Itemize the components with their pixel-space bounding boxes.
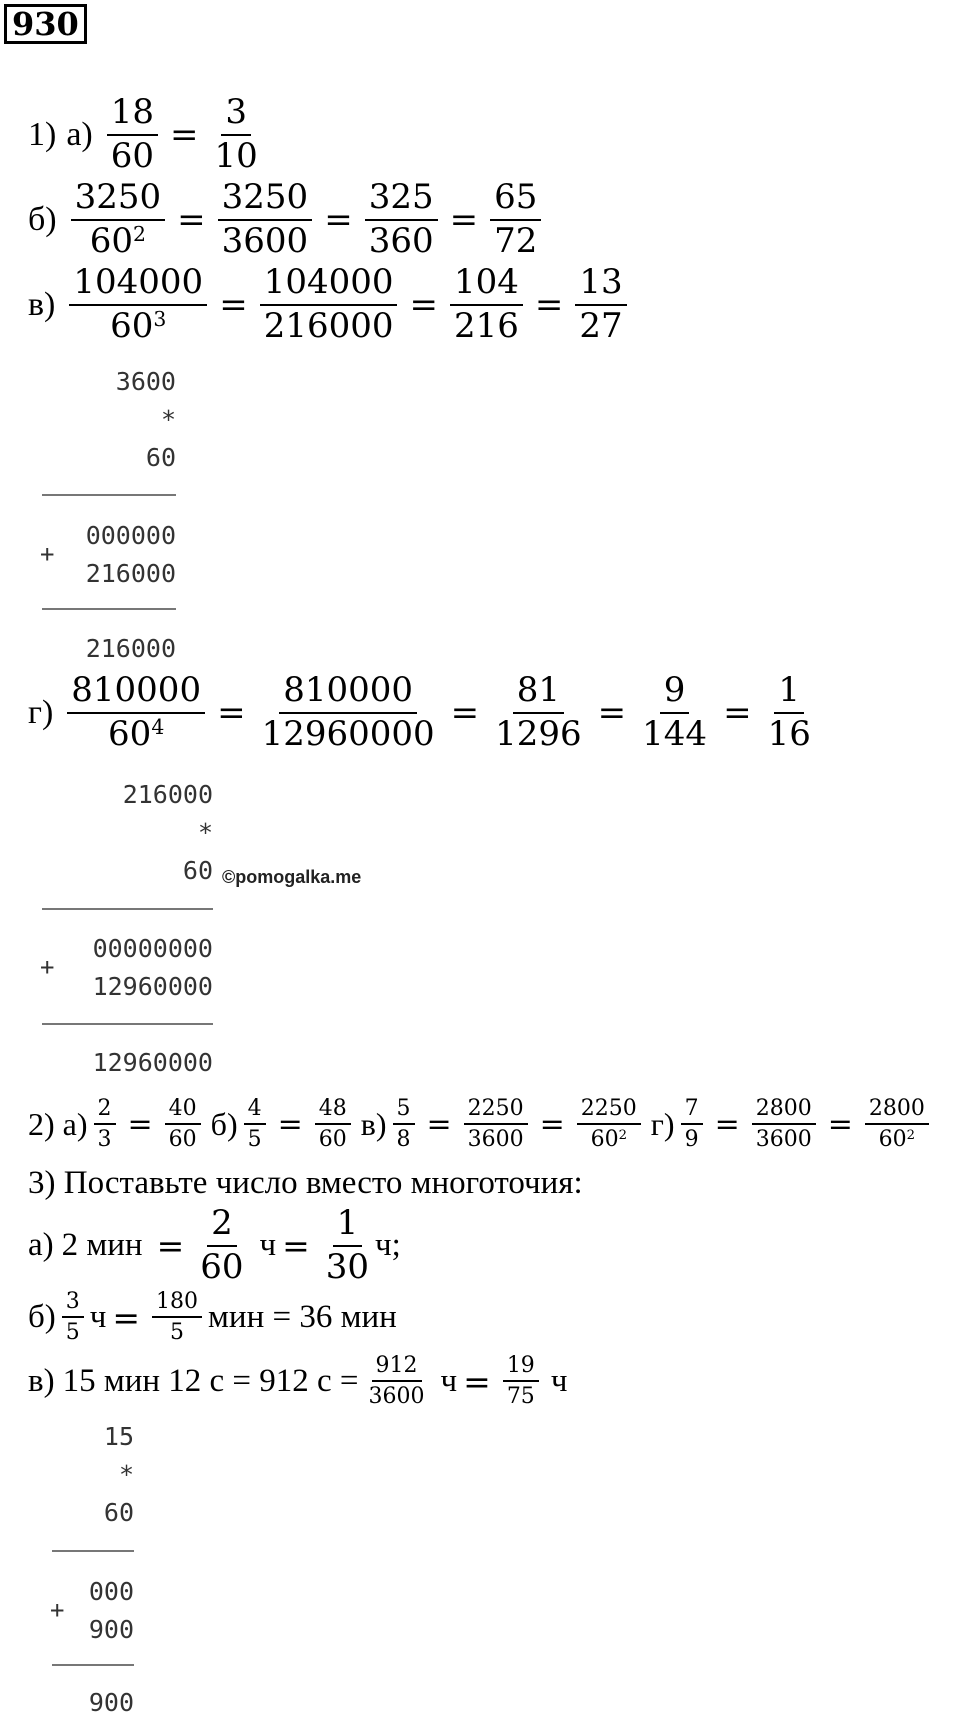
fraction: $\frac{3250}{3600}$ bbox=[218, 180, 313, 259]
part1-b-label: б) bbox=[28, 200, 57, 238]
fraction: $\frac{18}{60}$ bbox=[107, 95, 158, 174]
fraction: $\frac{104000}{216000}$ bbox=[260, 265, 398, 344]
part3-title: 3) Поставьте число вместо многоточия: bbox=[28, 1165, 583, 1201]
column-multiplication-3: 15 * 60 bbox=[103, 1422, 134, 1527]
fraction: $\frac{1}{16}$ bbox=[767, 670, 811, 754]
part2-b-label: б) bbox=[210, 1105, 238, 1142]
partial-products-1: 000000 216000 bbox=[85, 521, 176, 588]
part2-v-label: в) bbox=[360, 1105, 387, 1142]
task-number: 930 bbox=[4, 4, 87, 44]
part1-a-line: 1) а) $\frac{18}{60}$ = $\frac{3}{10}$ bbox=[28, 95, 268, 174]
product-result-3: 900 bbox=[88, 1688, 134, 1717]
fraction: $\frac{13}{27}$ bbox=[575, 265, 626, 344]
part2-label: 2) bbox=[28, 1105, 55, 1142]
part1-a-label: а) bbox=[66, 115, 93, 153]
watermark: ©pomogalka.me bbox=[222, 867, 362, 887]
fraction: $\frac{104}{216}$ bbox=[450, 265, 523, 344]
part3-a-label: а) bbox=[28, 1227, 54, 1264]
divider bbox=[52, 1550, 134, 1552]
part1-g-label: г) bbox=[28, 693, 54, 731]
partial-products-2: 00000000 12960000 bbox=[92, 934, 213, 1001]
part1-v-line: в) $\frac{104000}{60^3}$ = $\frac{104000}{216000}$ = $\frac{104}{216}$ = $\frac{13}{27}$ bbox=[28, 265, 633, 344]
divider bbox=[42, 1023, 213, 1025]
plus-sign: + bbox=[40, 953, 55, 981]
plus-sign: + bbox=[40, 540, 55, 568]
fraction: $\frac{9}{144}$ bbox=[642, 670, 708, 754]
part1-g-line: г) $\frac{810000}{60^4}$ = $\frac{810000}{12960000}$ = $\frac{81}{1296}$ = $\frac{9}{144}$ = $\frac{1}{16}$ bbox=[28, 673, 821, 752]
divider bbox=[42, 494, 176, 496]
part2-a-label: а) bbox=[62, 1105, 88, 1142]
fraction: $\frac{3}{10}$ bbox=[214, 92, 258, 176]
divider bbox=[52, 1664, 134, 1666]
plus-sign: + bbox=[50, 1596, 65, 1624]
fraction: $\frac{810000}{12960000}$ bbox=[261, 670, 435, 754]
divider bbox=[42, 908, 213, 910]
column-multiplication-1: 3600 * 60 bbox=[115, 367, 176, 472]
part3-b-line: б) $\frac{3}{5}$ ч = $\frac{180}{5}$ мин = 36 мин bbox=[28, 1289, 397, 1346]
part2-g-label: г) bbox=[650, 1105, 675, 1142]
part3-v-label: в) bbox=[28, 1362, 55, 1399]
part3-a-line: а) 2 мин = $\frac{2}{60}$ ч = $\frac{1}{30}$ ч; bbox=[28, 1203, 401, 1287]
part3-v-line: в) 15 мин 12 с = 912 с = $\frac{912}{3600}$ ч = $\frac{19}{75}$ ч bbox=[28, 1353, 568, 1410]
fraction: $\frac{810000}{60^4}$ bbox=[67, 673, 205, 752]
fraction: $\frac{104000}{60^3}$ bbox=[69, 265, 207, 344]
part1-label: 1) bbox=[28, 115, 57, 153]
fraction: $\frac{3250}{60^2}$ bbox=[71, 180, 166, 259]
part2-line: 2) а) $\frac{2}{3}$ = $\frac{40}{60}$ б) $\frac{4}{5}$ = $\frac{48}{60}$ в) $\frac{5}{8}$ = $\frac{2250}{3600}$ = $\frac{2250}{60^2}$ г) $\frac{7}{9}$ = $\frac{2800}{3600}$ = $\frac{2800}{60^2}$ bbox=[28, 1097, 935, 1151]
product-result-1: 216000 bbox=[85, 634, 176, 663]
fraction: $\frac{65}{72}$ bbox=[490, 180, 541, 259]
part1-v-label: в) bbox=[28, 285, 56, 323]
part1-b-line: б) $\frac{3250}{60^2}$ = $\frac{3250}{3600}$ = $\frac{325}{360}$ = $\frac{65}{72}$ bbox=[28, 180, 547, 259]
part3-b-label: б) bbox=[28, 1298, 56, 1335]
fraction: $\frac{81}{1296}$ bbox=[495, 670, 582, 754]
fraction: $\frac{325}{360}$ bbox=[365, 180, 438, 259]
product-result-2: 12960000 bbox=[92, 1048, 213, 1077]
column-multiplication-2: 216000 * 60 bbox=[122, 780, 213, 885]
divider bbox=[42, 608, 176, 610]
partial-products-3: 000 900 bbox=[88, 1577, 134, 1644]
